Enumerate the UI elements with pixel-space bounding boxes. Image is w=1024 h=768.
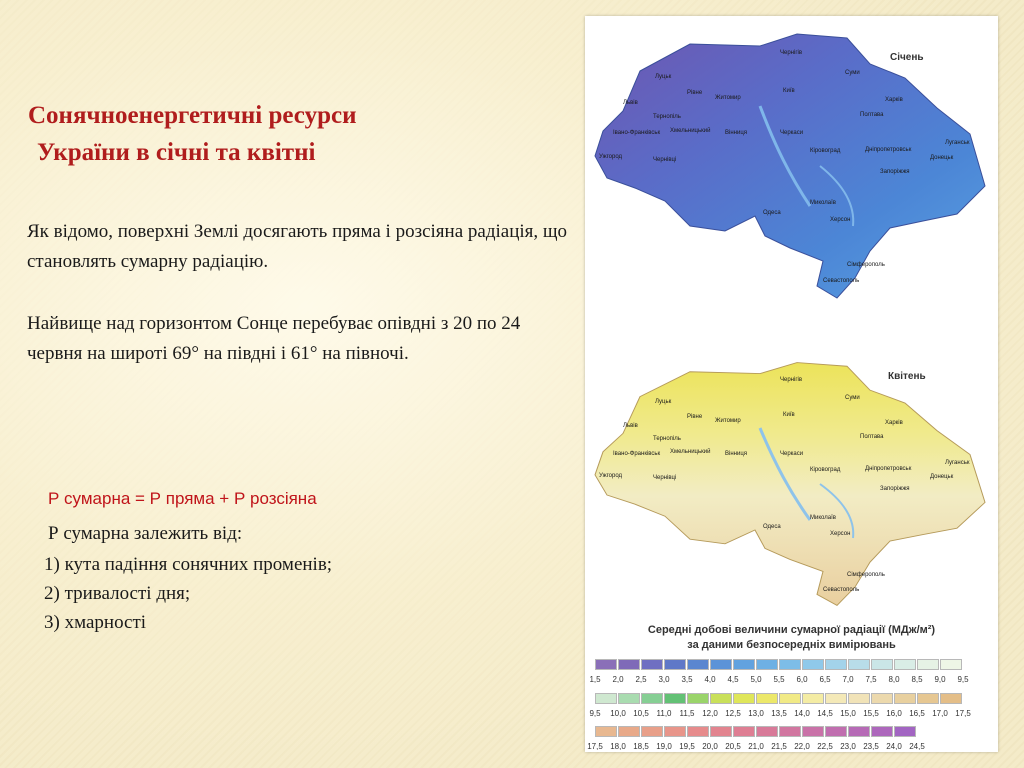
- legend-swatch: [595, 726, 617, 737]
- legend-row-2: [595, 693, 963, 704]
- city-label: Харків: [885, 97, 903, 103]
- legend-tick-label: 10,0: [610, 709, 626, 718]
- city-label: Миколаїв: [810, 200, 836, 206]
- legend-swatch: [710, 726, 732, 737]
- city-label: Чернівці: [653, 475, 677, 481]
- city-label: Вінниця: [725, 130, 747, 136]
- legend-tick-label: 13,5: [771, 709, 787, 718]
- factor-list: [44, 550, 332, 637]
- legend-tick-label: 15,0: [840, 709, 856, 718]
- city-label: Чернівці: [653, 157, 677, 163]
- city-label: Одеса: [763, 210, 781, 216]
- legend-tick-label: 3,5: [681, 675, 693, 684]
- legend-tick-label: 5,0: [750, 675, 762, 684]
- legend-tick-label: 21,0: [748, 742, 764, 751]
- legend-tick-label: 10,5: [633, 709, 649, 718]
- legend-tick-label: 6,5: [819, 675, 831, 684]
- city-label: Житомир: [715, 418, 741, 424]
- city-label: Луцьк: [655, 74, 672, 80]
- legend-swatch: [641, 726, 663, 737]
- legend-swatch: [618, 659, 640, 670]
- legend-swatch: [848, 693, 870, 704]
- paragraph-sun-height: Найвище над горизонтом Сонце перебуває опівдні з 20 по 24 червня на широті 69° на півдні і 61° на півночі.: [27, 313, 521, 364]
- factor-item: 1) кута падіння сонячних променів;: [44, 554, 333, 575]
- legend-tick-label: 17,0: [932, 709, 948, 718]
- legend-tick-label: 20,0: [702, 742, 718, 751]
- legend-swatch: [687, 726, 709, 737]
- legend-swatch: [940, 659, 962, 670]
- city-label: Севастополь: [823, 587, 860, 593]
- map-january: [585, 16, 998, 316]
- legend-tick-label: 12,5: [725, 709, 741, 718]
- legend-swatch: [894, 693, 916, 704]
- city-label: Луганськ: [945, 460, 970, 466]
- legend-tick-label: 2,0: [612, 675, 624, 684]
- legend-tick-label: 22,5: [817, 742, 833, 751]
- legend-tick-label: 23,0: [840, 742, 856, 751]
- legend-tick-label: 9,0: [934, 675, 946, 684]
- legend-tick-label: 12,0: [702, 709, 718, 718]
- city-label: Чернігів: [780, 50, 803, 56]
- city-label: Сімферополь: [847, 262, 885, 268]
- legend-tick-label: 21,5: [771, 742, 787, 751]
- ukraine-shape-april: [595, 363, 985, 606]
- legend-swatch: [917, 693, 939, 704]
- legend-tick-label: 24,5: [909, 742, 925, 751]
- legend-swatch: [756, 659, 778, 670]
- title-line-2: України в січні та квітні: [37, 139, 316, 166]
- legend-swatch: [687, 659, 709, 670]
- city-label: Хмельницький: [670, 128, 711, 134]
- city-label: Миколаїв: [810, 515, 836, 521]
- legend-tick-label: 24,0: [886, 742, 902, 751]
- city-label: Ужгород: [599, 154, 623, 160]
- legend-row-1-ticks: [585, 675, 998, 687]
- city-label: Севастополь: [823, 278, 860, 284]
- legend-tick-label: 8,5: [911, 675, 923, 684]
- city-label: Кіровоград: [810, 148, 841, 154]
- factor-item: 2) тривалості дня;: [44, 583, 191, 604]
- legend-swatch: [664, 726, 686, 737]
- city-label: Дніпропетровськ: [865, 147, 912, 153]
- legend-tick-label: 16,0: [886, 709, 902, 718]
- legend-tick-label: 18,5: [633, 742, 649, 751]
- city-label: Київ: [783, 88, 795, 94]
- city-label: Харків: [885, 420, 903, 426]
- legend-swatch: [779, 726, 801, 737]
- city-label: Сімферополь: [847, 572, 885, 578]
- city-label: Луцьк: [655, 399, 672, 405]
- legend-swatch: [802, 693, 824, 704]
- city-label: Донецьк: [930, 155, 954, 161]
- map-april: [585, 346, 998, 616]
- legend-swatch: [825, 659, 847, 670]
- city-label: Херсон: [830, 531, 851, 537]
- legend-tick-label: 17,5: [587, 742, 603, 751]
- ukraine-shape-january: [595, 34, 985, 298]
- legend-swatch: [825, 693, 847, 704]
- legend-row-3: [595, 726, 917, 737]
- city-label: Рівне: [687, 90, 703, 96]
- legend-swatch: [894, 659, 916, 670]
- factor-item: 3) хмарності: [44, 612, 147, 633]
- city-label: Івано-Франківськ: [613, 130, 661, 136]
- city-label: Полтава: [860, 434, 884, 440]
- legend-tick-label: 9,5: [589, 709, 601, 718]
- legend-swatch: [687, 693, 709, 704]
- legend-tick-label: 11,0: [656, 709, 672, 718]
- city-label: Рівне: [687, 414, 703, 420]
- city-label: Тернопіль: [653, 436, 681, 442]
- legend-tick-label: 6,0: [796, 675, 808, 684]
- legend-swatch: [825, 726, 847, 737]
- legend-swatch: [917, 659, 939, 670]
- legend-row-1: [595, 659, 963, 670]
- legend-swatch: [733, 726, 755, 737]
- city-label: Дніпропетровськ: [865, 466, 912, 472]
- city-label: Тернопіль: [653, 114, 681, 120]
- city-label: Хмельницький: [670, 449, 711, 455]
- legend-swatch: [595, 659, 617, 670]
- legend-tick-label: 18,0: [610, 742, 626, 751]
- legend-tick-label: 1,5: [589, 675, 601, 684]
- legend-tick-label: 14,0: [794, 709, 810, 718]
- radiation-maps-figure: [585, 16, 998, 752]
- map-january-label: Січень: [890, 52, 924, 63]
- legend-swatch: [871, 693, 893, 704]
- legend-swatch: [641, 693, 663, 704]
- city-label: Львів: [623, 423, 638, 429]
- legend-tick-label: 7,5: [865, 675, 877, 684]
- paragraph-radiation: Як відомо, поверхні Землі досягають пряма і розсіяна радіація, що становлять сумарну радіацію.: [27, 221, 568, 272]
- dependence-intro: Р сумарна залежить від:: [48, 523, 243, 544]
- legend-tick-label: 2,5: [635, 675, 647, 684]
- legend-swatch: [618, 693, 640, 704]
- legend-swatch: [940, 693, 962, 704]
- legend-title-line-2: за даними безпосередніх вимірювань: [687, 639, 896, 651]
- legend-tick-label: 23,5: [863, 742, 879, 751]
- legend-swatch: [802, 659, 824, 670]
- legend-swatch: [664, 659, 686, 670]
- legend-tick-label: 7,0: [842, 675, 854, 684]
- legend-swatch: [848, 726, 870, 737]
- legend-tick-label: 5,5: [773, 675, 785, 684]
- city-label: Черкаси: [780, 130, 804, 136]
- legend-swatch: [733, 659, 755, 670]
- city-label: Донецьк: [930, 474, 954, 480]
- legend-swatch: [710, 659, 732, 670]
- city-label: Херсон: [830, 217, 851, 223]
- map-april-label: Квітень: [888, 371, 926, 382]
- legend-title-line-1: Середні добові величини сумарної радіації (МДж/м²): [647, 624, 936, 636]
- legend-swatch: [664, 693, 686, 704]
- legend-swatch: [595, 693, 617, 704]
- legend-tick-label: 4,0: [704, 675, 716, 684]
- formula-total-radiation: Р сумарна = Р пряма + Р розсіяна: [48, 489, 317, 508]
- title-line-1: Сонячноенергетичні ресурси: [28, 102, 357, 129]
- legend-tick-label: 3,0: [658, 675, 670, 684]
- legend-swatch: [871, 726, 893, 737]
- legend-tick-label: 9,5: [957, 675, 969, 684]
- legend-swatch: [802, 726, 824, 737]
- legend-row-2-ticks: [585, 709, 998, 721]
- city-label: Івано-Франківськ: [613, 451, 661, 457]
- city-label: Житомир: [715, 95, 741, 101]
- legend-swatch: [733, 693, 755, 704]
- legend-tick-label: 11,5: [679, 709, 695, 718]
- city-label: Вінниця: [725, 451, 747, 457]
- legend-tick-label: 8,0: [888, 675, 900, 684]
- legend-tick-label: 16,5: [909, 709, 925, 718]
- city-label: Суми: [845, 395, 860, 401]
- city-label: Львів: [623, 100, 638, 106]
- legend-row-3-ticks: [585, 742, 998, 754]
- legend-tick-label: 19,0: [656, 742, 672, 751]
- legend-tick-label: 15,5: [863, 709, 879, 718]
- legend-swatch: [641, 659, 663, 670]
- legend-swatch: [779, 659, 801, 670]
- legend-swatch: [779, 693, 801, 704]
- city-label: Запоріжжя: [880, 486, 910, 492]
- city-label: Київ: [783, 412, 795, 418]
- legend-swatch: [618, 726, 640, 737]
- legend-tick-label: 14,5: [817, 709, 833, 718]
- legend-tick-label: 22,0: [794, 742, 810, 751]
- city-label: Ужгород: [599, 473, 623, 479]
- legend-tick-label: 19,5: [679, 742, 695, 751]
- legend-swatch: [710, 693, 732, 704]
- legend-tick-label: 4,5: [727, 675, 739, 684]
- city-label: Запоріжжя: [880, 169, 910, 175]
- legend-swatch: [756, 693, 778, 704]
- legend-tick-label: 13,0: [748, 709, 764, 718]
- city-label: Чернігів: [780, 377, 803, 383]
- legend-swatch: [894, 726, 916, 737]
- city-label: Луганськ: [945, 140, 970, 146]
- city-label: Черкаси: [780, 451, 804, 457]
- legend-tick-label: 20,5: [725, 742, 741, 751]
- city-label: Кіровоград: [810, 467, 841, 473]
- legend-swatch: [756, 726, 778, 737]
- city-label: Полтава: [860, 112, 884, 118]
- city-label: Одеса: [763, 524, 781, 530]
- legend-swatch: [848, 659, 870, 670]
- legend-tick-label: 17,5: [955, 709, 971, 718]
- city-label: Суми: [845, 70, 860, 76]
- legend-swatch: [871, 659, 893, 670]
- slide-title: [28, 97, 548, 171]
